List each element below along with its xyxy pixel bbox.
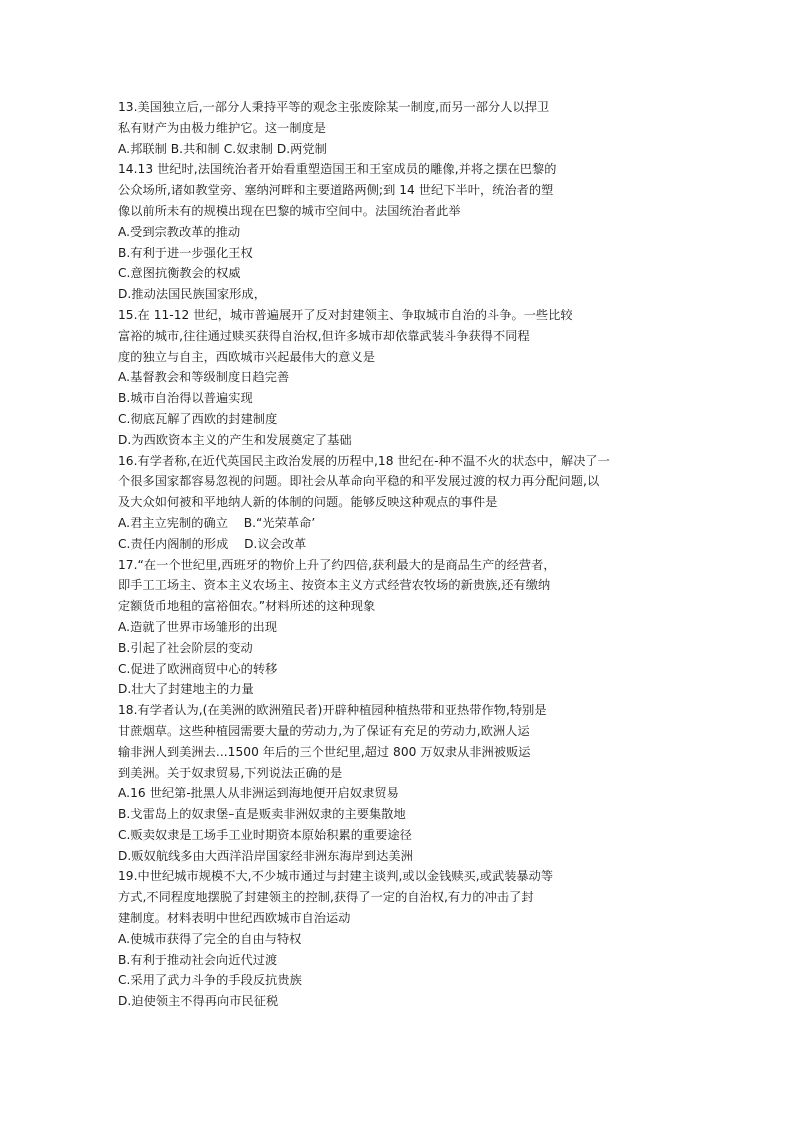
question-19-option-b: B.有利于推动社会向近代过渡 [118, 952, 278, 967]
question-15-option-b: B.城市自治得以普遍实现 [118, 391, 253, 406]
question-19-option-c: C.采用了武力斗争的手段反抗贵族 [118, 973, 302, 988]
question-16-options-cd: C.责任内阁制的形成 D.议会改革 [118, 536, 307, 551]
question-18 [118, 700, 718, 866]
question-16-stem-line-1: 16.有学者称,在近代英国民主政治发展的历程中,18 世纪在-种不温不火的状态中，解决了一 [118, 453, 610, 468]
question-18-option-a: A.16 世纪第-批黑人从非洲运到海地便开启奴隶贸易 [118, 786, 399, 801]
question-19-stem-line-1: 19.中世纪城市规模不大,不少城市通过与封建主谈判,或以金钱赎买,或武装暴动等 [118, 869, 554, 884]
question-15-option-c: C.彻底瓦解了西欧的封建制度 [118, 411, 278, 426]
question-13-stem-line-1: 13.美国独立后,一部分人秉持平等的观念主张废除某一制度,而另一部分人以捍卫 [118, 100, 550, 114]
question-14-option-b: B.有利于进一步强化王权 [118, 245, 253, 260]
question-15-option-d: D.为西欧资本主义的产生和发展奠定了基础 [118, 432, 352, 447]
question-15-stem-line-3: 度的独立与自主，西欧城市兴起最伟大的意义是 [118, 349, 375, 364]
exam-page [118, 97, 718, 1012]
question-18-option-b: B.戈雷岛上的奴隶堡–直是贩卖非洲奴隶的主要集散地 [118, 807, 406, 822]
question-15-option-a: A.基督教会和等级制度日趋完善 [118, 370, 290, 385]
question-17-option-a: A.造就了世界市场雏形的出现 [118, 619, 277, 634]
question-16-options-ab: A.君主立宪制的确立 B.“光荣革命’ [118, 515, 316, 530]
question-18-stem-line-3: 输非洲人到美洲去...1500 年后的三个世纪里,超过 800 万奴隶从非洲被贩运 [118, 744, 531, 759]
question-15-stem-line-1: 15.在 11-12 世纪，城市普遍展开了反对封建领主、争取城市自治的斗争。一些比较 [118, 307, 573, 322]
question-19-stem-line-2: 方式,不同程度地摆脱了封建领主的控制,获得了一定的自治权,有力的冲击了封 [118, 890, 534, 905]
question-16-stem-line-2: 个很多国家都容易忽视的问题。即社会从革命向平稳的和平发展过渡的权力再分配问题,以 [118, 474, 600, 489]
question-13-stem-line-2: 私有财产为由极力维护它。这一制度是 [118, 120, 327, 135]
question-16-stem-line-3: 及大众如何被和平地纳人新的体制的问题。能够反映这种观点的事件是 [118, 495, 498, 510]
question-17-option-d: D.壮大了封建地主的力量 [118, 682, 254, 697]
question-14-option-a: A.受到宗教改革的推动 [118, 224, 241, 239]
question-14-stem-line-1: 14.13 世纪时,法国统治者开始看重塑造国王和王室成员的雕像,并将之摆在巴黎的 [118, 162, 557, 177]
question-14-stem-line-3: 像以前所未有的规模出现在巴黎的城市空间中。法国统治者此举 [118, 203, 461, 218]
question-17-option-c: C.促进了欧洲商贸中心的转移 [118, 661, 278, 676]
question-18-stem-line-2: 甘蔗烟草。这些种植园需要大量的劳动力,为了保证有充足的劳动力,欧洲人运 [118, 723, 530, 738]
question-19 [118, 866, 718, 1012]
question-18-stem-line-4: 到美洲。关于奴隶贸易,下列说法正确的是 [118, 765, 343, 780]
question-18-stem-line-1: 18.有学者认为,(在美洲的欧洲殖民者)开辟种植园种植热带和亚热带作物,特别是 [118, 703, 547, 718]
question-13-options: A.邦联制 B.共和制 C.奴隶制 D.两党制 [118, 141, 327, 156]
question-17-stem-line-2: 即手工工场主、资本主义农场主、按资本主义方式经营农牧场的新贵族,还有缴纳 [118, 578, 551, 593]
question-17-stem-line-3: 定额货币地租的富裕佃农。”材料所述的这种现象 [118, 599, 376, 614]
question-14-option-c: C.意图抗衡教会的权威 [118, 266, 241, 281]
question-17-option-b: B.引起了社会阶层的变动 [118, 640, 253, 655]
question-14-stem-line-2: 公众场所,诸如教堂旁、塞纳河畔和主要道路两侧;到 14 世纪下半叶，统治者的塑 [118, 183, 554, 198]
question-18-option-c: C.贩卖奴隶是工场手工业时期资本原始积累的重要途径 [118, 827, 412, 842]
question-15-stem-line-2: 富裕的城市,往往通过赎买获得自治权,但许多城市却依靠武装斗争获得不同程 [118, 328, 530, 343]
question-19-stem-line-3: 建制度。材料表明中世纪西欧城市自治运动 [118, 911, 351, 926]
question-17-stem-line-1: 17.“在一个世纪里,西班牙的物价上升了约四倍,获利最大的是商品生产的经营者， [118, 557, 556, 572]
question-15 [118, 305, 718, 451]
question-14 [118, 159, 718, 305]
question-16 [118, 451, 718, 555]
question-18-option-d: D.贩奴航线多由大西洋沿岸国家经非洲东海岸到达美洲 [118, 848, 413, 863]
question-13 [118, 97, 718, 159]
question-17 [118, 555, 718, 701]
question-19-option-d: D.迫使领主不得再向市民征税 [118, 994, 279, 1009]
question-19-option-a: A.使城市获得了完全的自由与特权 [118, 931, 302, 946]
question-14-option-d: D.推动法国民族国家形成， [118, 287, 266, 302]
